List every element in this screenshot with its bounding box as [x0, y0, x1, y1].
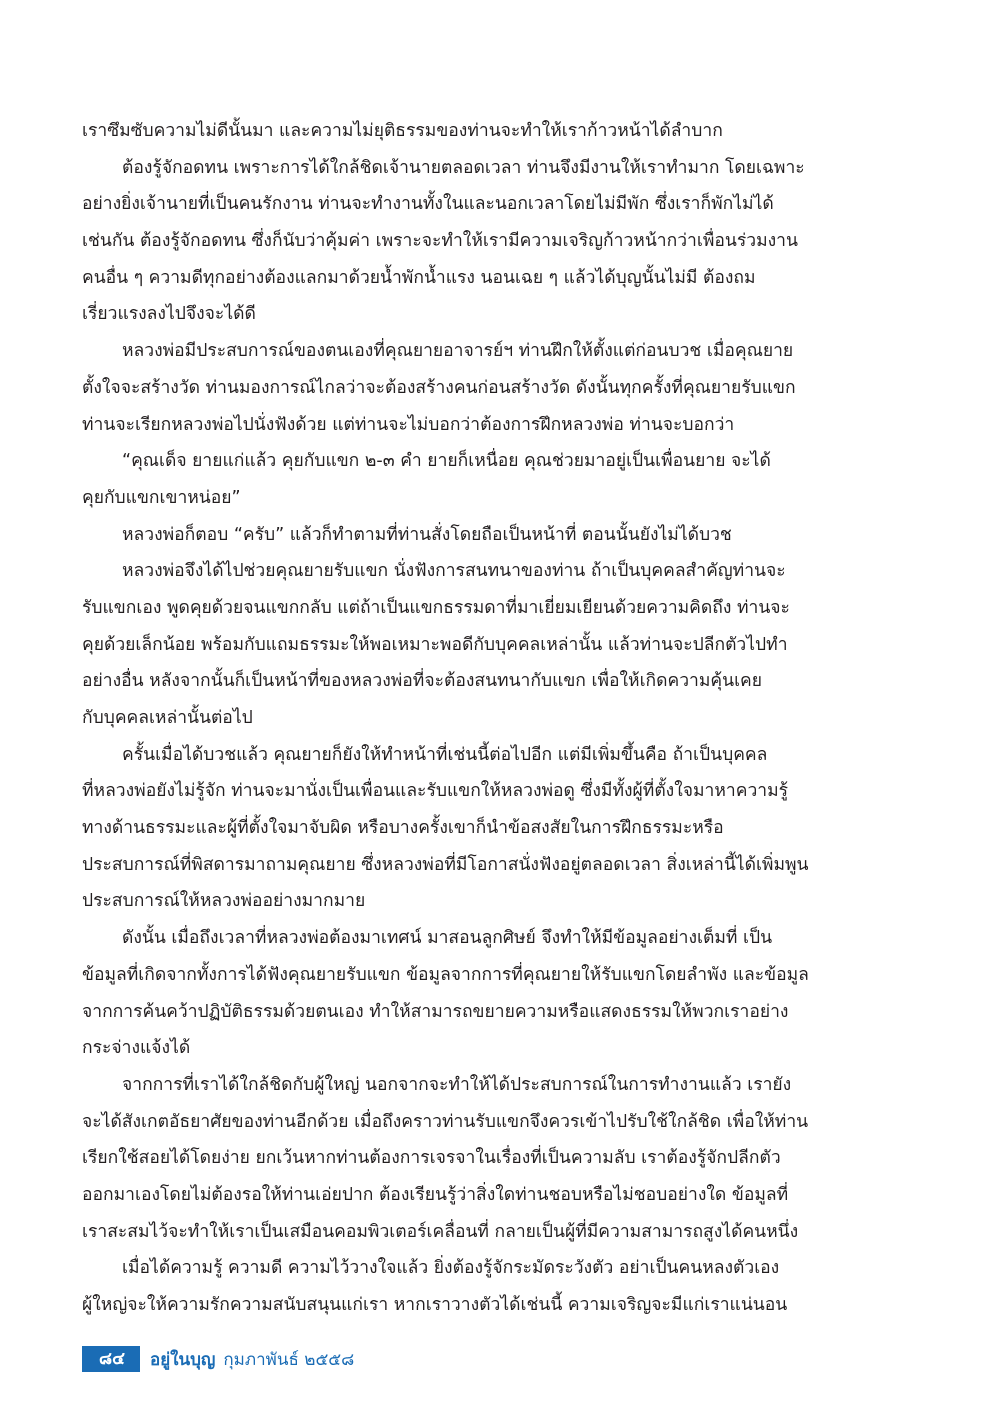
body-line: จากการค้นคว้าปฏิบัติธรรมด้วยตนเอง ทำให้สามารถขยายความหรือแสดงธรรมให้พวกเราอย่าง	[82, 1001, 789, 1022]
body-line: จากการที่เราได้ใกล้ชิดกับผู้ใหญ่ นอกจากจะทำให้ได้ประสบการณ์ในการทำงานแล้ว เรายัง	[122, 1074, 792, 1095]
body-line: ตั้งใจจะสร้างวัด ท่านมองการณ์ไกลว่าจะต้องสร้างคนก่อนสร้างวัด ดังนั้นทุกครั้งที่คุณยายรับแขก	[82, 377, 796, 398]
body-line: หลวงพ่อจึงได้ไปช่วยคุณยายรับแขก นั่งฟังการสนทนาของท่าน ถ้าเป็นบุคคลสำคัญท่านจะ	[122, 561, 786, 582]
body-line: ครั้นเมื่อได้บวชแล้ว คุณยายก็ยังให้ทำหน้าที่เช่นนี้ต่อไปอีก แต่มีเพิ่มขึ้นคือ ถ้าเป็นบุคคล	[122, 744, 768, 765]
body-line: ประสบการณ์ให้หลวงพ่ออย่างมากมาย	[82, 891, 366, 912]
body-line: เรียกใช้สอยได้โดยง่าย ยกเว้นหากท่านต้องการเจรจาในเรื่องที่เป็นความลับ เราต้องรู้จักปลีกตัว	[82, 1148, 781, 1169]
magazine-name: อยู่ในบุญ	[150, 1349, 216, 1370]
page-number: ๘๔	[82, 1346, 140, 1372]
body-line: ประสบการณ์ที่พิสดารมาถามคุณยาย ซึ่งหลวงพ่อที่มีโอกาสนั่งฟังอยู่ตลอดเวลา สิ่งเหล่านี้ได้เพิ่มพูน	[82, 854, 809, 875]
body-line: หลวงพ่อมีประสบการณ์ของตนเองที่คุณยายอาจารย์ฯ ท่านฝึกให้ตั้งแต่ก่อนบวช เมื่อคุณยาย	[122, 341, 794, 362]
body-line: คนอื่น ๆ ความดีทุกอย่างต้องแลกมาด้วยน้ำพักน้ำแรง นอนเฉย ๆ แล้วได้บุญนั้นไม่มี ต้องถม	[82, 267, 756, 288]
body-line: ต้องรู้จักอดทน เพราะการได้ใกล้ชิดเจ้านายตลอดเวลา ท่านจึงมีงานให้เราทำมาก โดยเฉพาะ	[122, 157, 805, 178]
body-line: ทางด้านธรรมะและผู้ที่ตั้งใจมาจับผิด หรือบางครั้งเขาก็นำข้อสงสัยในการฝึกธรรมะหรือ	[82, 818, 724, 839]
body-line: กับบุคคลเหล่านั้นต่อไป	[82, 708, 253, 728]
body-line: หลวงพ่อก็ตอบ “ครับ” แล้วก็ทำตามที่ท่านสั่งโดยถือเป็นหน้าที่ ตอนนั้นยังไม่ได้บวช	[122, 524, 732, 545]
page-footer	[82, 1346, 354, 1372]
body-line: คุยกับแขกเขาหน่อย”	[82, 487, 241, 508]
issue-date: กุมภาพันธ์ ๒๕๕๘	[223, 1349, 355, 1370]
body-line: “คุณเด็จ ยายแก่แล้ว คุยกับแขก ๒-๓ คำ ยายก็เหนื่อย คุณช่วยมาอยู่เป็นเพื่อนยาย จะได้	[122, 451, 771, 472]
body-line: เมื่อได้ความรู้ ความดี ความไว้วางใจแล้ว ยิ่งต้องรู้จักระมัดระวังตัว อย่าเป็นคนหลงตัวเอง	[122, 1258, 780, 1279]
body-line: เช่นกัน ต้องรู้จักอดทน ซึ่งก็นับว่าคุ้มค่า เพราะจะทำให้เรามีความเจริญก้าวหน้ากว่าเพื่อนร่วมงาน	[82, 231, 798, 252]
body-line: ผู้ใหญ่จะให้ความรักความสนับสนุนแก่เรา หากเราวางตัวได้เช่นนี้ ความเจริญจะมีแก่เราแน่นอน	[82, 1295, 788, 1315]
body-line: ข้อมูลที่เกิดจากทั้งการได้ฟังคุณยายรับแขก ข้อมูลจากการที่คุณยายให้รับแขกโดยลำพัง และข้อมูล	[82, 964, 809, 985]
body-line: กระจ่างแจ้งได้	[82, 1038, 191, 1059]
body-line: อย่างยิ่งเจ้านายที่เป็นคนรักงาน ท่านจะทำงานทั้งในและนอกเวลาโดยไม่มีพัก ซึ่งเราก็พักไม่ได้	[82, 194, 774, 215]
body-line: จะได้สังเกตอัธยาศัยของท่านอีกด้วย เมื่อถึงคราวท่านรับแขกจึงควรเข้าไปรับใช้ใกล้ชิด เพื่อให้ท่าน	[82, 1111, 809, 1132]
body-line: ออกมาเองโดยไม่ต้องรอให้ท่านเอ่ยปาก ต้องเรียนรู้ว่าสิ่งใดท่านชอบหรือไม่ชอบอย่างใด ข้อมูลที่	[82, 1184, 789, 1205]
body-line: ที่หลวงพ่อยังไม่รู้จัก ท่านจะมานั่งเป็นเพื่อนและรับแขกให้หลวงพ่อดู ซึ่งมีทั้งผู้ที่ตั้งใจมาหาความรู้	[82, 781, 789, 802]
body-line: เรี่ยวแรงลงไปจึงจะได้ดี	[82, 304, 256, 325]
body-line: ท่านจะเรียกหลวงพ่อไปนั่งฟังด้วย แต่ท่านจะไม่บอกว่าต้องการฝึกหลวงพ่อ ท่านจะบอกว่า	[82, 414, 735, 435]
body-line: รับแขกเอง พูดคุยด้วยจนแขกกลับ แต่ถ้าเป็นแขกธรรมดาที่มาเยี่ยมเยียนด้วยความคิดถึง ท่านจะ	[82, 597, 790, 618]
body-line: ดังนั้น เมื่อถึงเวลาที่หลวงพ่อต้องมาเทศน์ มาสอนลูกศิษย์ จึงทำให้มีข้อมูลอย่างเต็มที่ เป็น	[122, 928, 773, 949]
body-line: เราซึมซับความไม่ดีนั้นมา และความไม่ยุติธรรมของท่านจะทำให้เราก้าวหน้าได้ลำบาก	[82, 121, 723, 141]
body-line: เราสะสมไว้จะทำให้เราเป็นเสมือนคอมพิวเตอร์เคลื่อนที่ กลายเป็นผู้ที่มีความสามารถสูงได้คนหนึ่ง	[82, 1221, 799, 1242]
body-line: อย่างอื่น หลังจากนั้นก็เป็นหน้าที่ของหลวงพ่อที่จะต้องสนทนากับแขก เพื่อให้เกิดความคุ้นเคย	[82, 671, 763, 692]
article-body	[82, 113, 894, 1324]
body-line: คุยด้วยเล็กน้อย พร้อมกับแถมธรรมะให้พอเหมาะพอดีกับบุคคลเหล่านั้น แล้วท่านจะปลีกตัวไปทำ	[82, 634, 788, 655]
